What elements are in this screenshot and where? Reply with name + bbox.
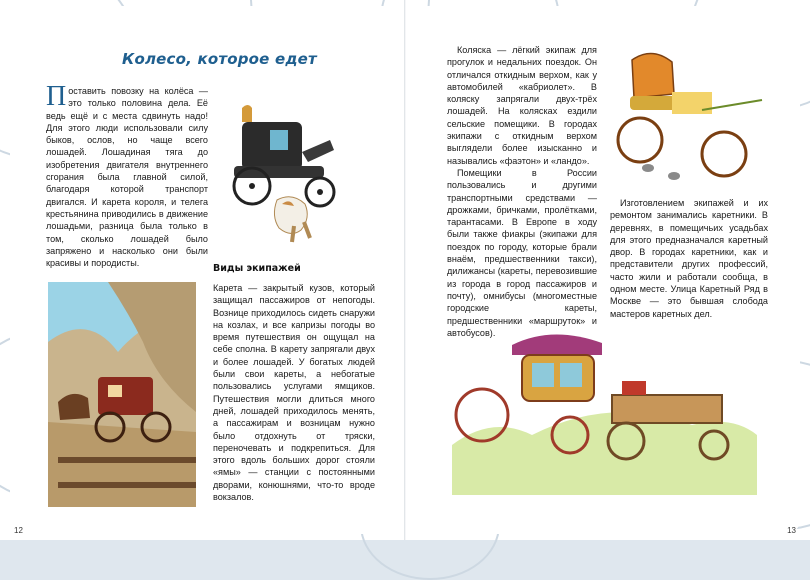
kolyaska-illustration — [612, 50, 772, 190]
section-paragraph — [213, 282, 375, 503]
page-title: Колесо, которое едет — [122, 50, 317, 68]
page-number-right: 13 — [787, 526, 796, 535]
transport-paragraph: Помещики в России пользовались и другими транспортными средствами — дрожками, бричками, пролётками, тарантасами. В Европе в ходу были также фиакры (экипажи для поездок по городу, которые брали внаём, предшественники такси), дилижансы (кареты, перевозившие из города в город пассажиров и почту), омнибусы (многоместные городские кареты, предшественники «маршруток» и автобусов). — [447, 167, 597, 338]
book-gutter — [404, 0, 406, 540]
page-number-left: 12 — [14, 526, 23, 535]
section-text: Карета — закрытый кузов, который защищал пассажиров от непогоды. Вознице приходилось сидеть снаружи на козлах, и все капризы погоды во время путешествия он ощущал на себе сполна. В карету запрягали двух и более лошадей. У богатых людей были свои кареты, а небогатые пользовались услугами ямщиков. Путешествия могли длиться много дней, лошадей приходилось менять, а пассажирам и возницам нужно было отдохнуть от тряски, переночевать и подкрепиться. Для этого вдоль больших дорог стояли «ямы» — станции с постоянными дворами, конюшнями, что-то вроде вокзалов. — [213, 283, 375, 503]
section-heading: Виды экипажей — [213, 263, 301, 274]
right-column-1 — [447, 44, 597, 339]
stagecoach-illustration — [48, 282, 196, 507]
carriage-illustration — [212, 100, 362, 250]
drop-cap: П — [46, 81, 67, 112]
karetniki-paragraph: Изготовлением экипажей и их ремонтом занимались каретники. В деревнях, в помещичьих усадьбах для этого предназначался каретный двор. В городах каретники, как и представители других профессий, часто жили и работали сообща, в одном месте. Улица Каретный Ряд в Москве — это бывшая слобода мастеров каретных дел. — [610, 198, 768, 319]
intro-text: оставить повозку на колёса — это только половина дела. Её ведь ещё и с места сдвинуть надо! Для этого люди использовали силу быков, ослов, но чаще всего лошадей. Лошадиная тяга до изобретения двигателя внутреннего сгорания была главной силой, благодаря которой транспорт двигался. И карета короля, и телега крестьянина приводились в движение лошадьми, разница была только в том, сколько лошадей было запряжено и насколько они были красивы и породисты. — [46, 86, 208, 269]
royal-carriage-and-cart-illustration — [452, 325, 757, 495]
intro-paragraph — [46, 81, 208, 269]
right-column-2 — [610, 197, 768, 320]
kolyaska-paragraph: Коляска — лёгкий экипаж для прогулок и недальних поездок. Он отличался откидным верхом, как у автомобилей «кабриолет». В коляску запрягали двух-трёх лошадей. На колясках ездили сельские помещики. В городах экипажи с откидным верхом выглядели более изысканно и назывались «фаэтон» и «ландо». — [447, 45, 597, 166]
